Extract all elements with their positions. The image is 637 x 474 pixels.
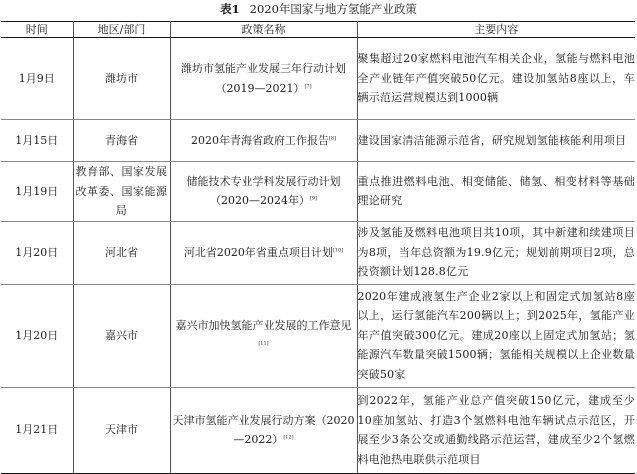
policy-table [1, 21, 635, 474]
row-policy-name [170, 284, 357, 387]
header-name: 政策名称 [170, 22, 357, 38]
policy-name-text: 天津市氢能产业发展行动方案（2020—2022） [172, 413, 355, 446]
policy-name-text: 储能技术专业学科发展行动计划（2020—2024年） [186, 174, 341, 208]
table-row [1, 284, 635, 387]
row-date: 1月15日 [1, 120, 73, 162]
table-header-row [1, 22, 635, 38]
reference-marker: [8] [328, 135, 337, 142]
reference-marker: [12] [283, 434, 294, 441]
row-date: 1月20日 [1, 284, 73, 387]
reference-marker: [11] [258, 339, 269, 346]
row-content: 涉及氢能及燃料电池项目共10项，其中新建和续建项目为8项，当年总资额为19.9亿元；规划前期项目2项，总投资额计划128.8亿元 [357, 221, 635, 284]
policy-name-text: 河北省2020年省重点项目计划 [183, 245, 333, 259]
table-caption [0, 1, 637, 17]
table-row [1, 221, 635, 284]
policy-name-text: 2020年青海省政府工作报告 [190, 133, 329, 147]
row-policy-name [170, 120, 357, 162]
row-region: 潍坊市 [73, 38, 170, 120]
row-content: 聚集超过20家燃料电池汽车相关企业，氢能与燃料电池全产业链年产值突破50亿元。建设加氢站8座以上，车辆示范运营规模达到1000辆 [357, 38, 635, 120]
reference-marker: [10] [332, 247, 344, 254]
row-date: 1月9日 [1, 38, 73, 120]
table-caption-title: 2020年国家与地方氢能产业政策 [249, 2, 417, 16]
row-region: 天津市 [73, 387, 170, 473]
header-content: 主要内容 [357, 22, 635, 38]
row-date: 1月21日 [1, 387, 73, 473]
policy-name-text: 潍坊市氢能产业发展三年行动计划（2019—2021） [181, 62, 346, 95]
row-content: 重点推进燃料电池、相变储能、储氢、相变材料等基础理论研究 [357, 162, 635, 222]
row-content: 到2022年，氢能产业总产值突破150亿元，建成至少10座加氢站、打造3个氢燃料电池车辆试点示范区，开展至少3条公交或通勤线路示范运营，建成至少2个氢燃料电池热电联供示范项目 [357, 387, 635, 473]
table-row [1, 120, 635, 162]
row-policy-name [170, 38, 357, 120]
row-date: 1月20日 [1, 221, 73, 284]
header-region: 地区/部门 [73, 22, 170, 38]
row-policy-name [170, 221, 357, 284]
table-row [1, 38, 635, 120]
row-policy-name [170, 162, 357, 222]
row-region: 嘉兴市 [73, 284, 170, 387]
row-region: 河北省 [73, 221, 170, 284]
policy-name-text: 嘉兴市加快氢能产业发展的工作意见 [175, 319, 352, 332]
row-content: 2020年建成液氢生产企业2家以上和固定式加氢站8座以上，运行氢能汽车200辆以上；到2025年，氢能产业年产值突破300亿元。建成20座以上固定式加氢站；氢能源汽车数量突破1500辆；氢能相关规模以上企业数量突破50家 [357, 284, 635, 387]
table-row [1, 387, 635, 473]
row-region: 教育部、国家发展改革委、国家能源局 [73, 162, 170, 222]
row-policy-name [170, 387, 357, 473]
row-date: 1月19日 [1, 162, 73, 222]
reference-marker: [7] [304, 82, 312, 89]
row-region: 青海省 [73, 120, 170, 162]
header-date: 时间 [1, 22, 73, 38]
table-caption-number: 表1 [220, 2, 240, 16]
reference-marker: [9] [309, 195, 318, 202]
row-content: 建设国家清洁能源示范省，研究规划氢能核能利用项目 [357, 120, 635, 162]
table-row [1, 162, 635, 222]
